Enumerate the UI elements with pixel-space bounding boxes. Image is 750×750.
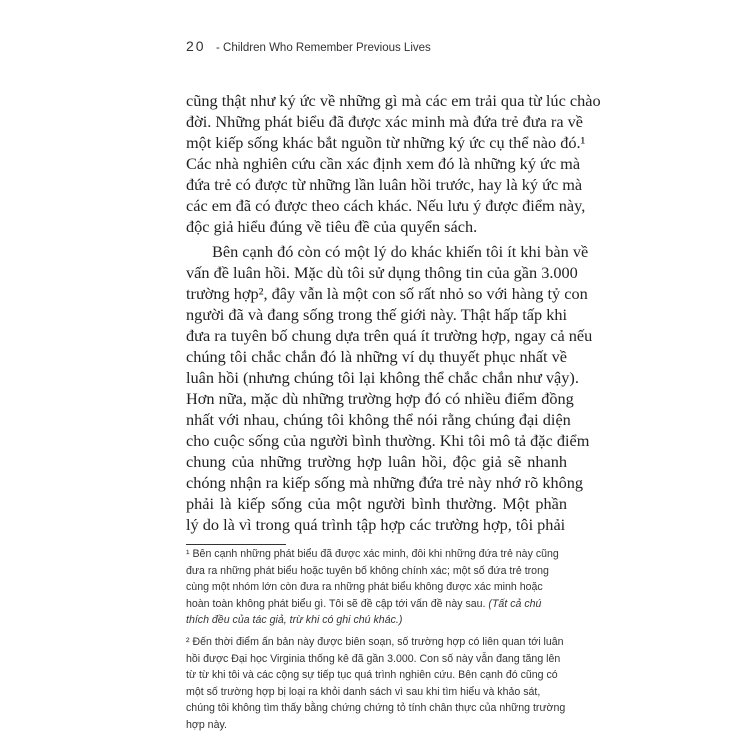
text-line: trường hợp², đây vẫn là một con số rất nhỏ so với hàng tỷ con <box>186 284 588 303</box>
footnote-marker: ² <box>186 635 190 648</box>
footnote-divider <box>186 544 286 545</box>
footnote-text: Đến thời điểm ấn bản này được biên soạn, số trường hợp có liên quan tới luân hồi được Đại học Virginia thống kê đã gần 3.000. Con số này vẫn đang tăng lên từ từ khi tôi và các cộng sự tiếp tục quá trình nghiên cứu. Bên cạnh đó cũng có một số trường hợp bị loại ra khỏi danh sách vì sau khi tìm hiểu và khảo sát, chúng tôi không tìm thấy bằng chứng chứng tỏ tính chân thực của những trường hợp này. <box>186 635 566 731</box>
footnotes <box>186 546 567 734</box>
text-line: chóng nhận ra kiếp sống mà những đứa trẻ này nhớ rõ không <box>186 473 584 492</box>
text-line: nhất với nhau, chúng tôi không thể nói rằng chúng đại diện <box>186 410 571 429</box>
running-header <box>186 38 431 56</box>
footnote-italic: (Tất cả chú thích đều của tác giả, trừ khi có ghi chú khác.) <box>186 597 542 627</box>
body-text <box>186 90 601 535</box>
text-line: độc giả hiểu đúng về tiêu đề của quyển sách. <box>186 217 478 236</box>
text-line: một kiếp sống khác bắt nguồn từ những ký ức cụ thể nào đó.¹ <box>186 133 586 152</box>
footnote-marker: ¹ <box>186 548 190 560</box>
text-line: đời. Những phát biểu đã được xác minh mà đứa trẻ đưa ra về <box>186 112 584 131</box>
running-title: - Children Who Remember Previous Lives <box>216 42 431 54</box>
text-line: lý do là vì trong quá trình tập hợp các trường hợp, tôi phải <box>186 515 566 534</box>
page-number: 20 <box>186 38 206 54</box>
text-line: chung của những trường hợp luân hồi, độc giả sẽ nhanh <box>186 452 567 471</box>
text-line: phải là kiếp sống của một người bình thường. Một phần <box>186 494 567 513</box>
paragraph <box>186 241 593 535</box>
text-line: cho cuộc sống của người bình thường. Khi tôi mô tả đặc điểm <box>186 431 590 450</box>
text-line: chúng tôi chắc chắn đó là những ví dụ thuyết phục nhất về <box>186 347 567 366</box>
text-line: cũng thật như ký ức về những gì mà các em trải qua từ lúc chào <box>186 91 601 110</box>
text-line: các em đã có được theo cách khác. Nếu lưu ý được điểm này, <box>186 196 586 215</box>
text-line: người đã và đang sống trong thế giới này. Thật hấp tấp khi <box>186 305 567 324</box>
footnote-text: Bên cạnh những phát biểu đã được xác minh, đôi khi những đứa trẻ này cũng đưa ra những phát biểu hoặc tuyên bố không chính xác; một số đứa trẻ trong cùng một nhóm lớn còn đưa ra những phát biểu không được xác minh hoặc hoàn toàn không phát biểu gì. Tôi sẽ đề cập tới vấn đề này sau. <box>186 548 559 610</box>
text-line: Hơn nữa, mặc dù những trường hợp đó có nhiều điểm đồng <box>186 389 574 408</box>
text-line: vấn đề luân hồi. Mặc dù tôi sử dụng thông tin của gần 3.000 <box>186 263 578 282</box>
text-line: đưa ra tuyên bố chung dựa trên quá ít trường hợp, ngay cả nếu <box>186 326 593 345</box>
text-line: đứa trẻ có được từ những lần luân hồi trước, hay là ký ức mà <box>186 175 583 194</box>
paragraph <box>186 90 601 237</box>
text-line: Các nhà nghiên cứu cần xác định xem đó là những ký ức mà <box>186 154 581 173</box>
footnote <box>186 634 567 734</box>
text-line: luân hồi (nhưng chúng tôi lại không thể chắc chắn như vậy). <box>186 368 579 387</box>
text-line: Bên cạnh đó còn có một lý do khác khiến tôi ít khi bàn về <box>212 242 589 261</box>
footnote <box>186 546 567 629</box>
